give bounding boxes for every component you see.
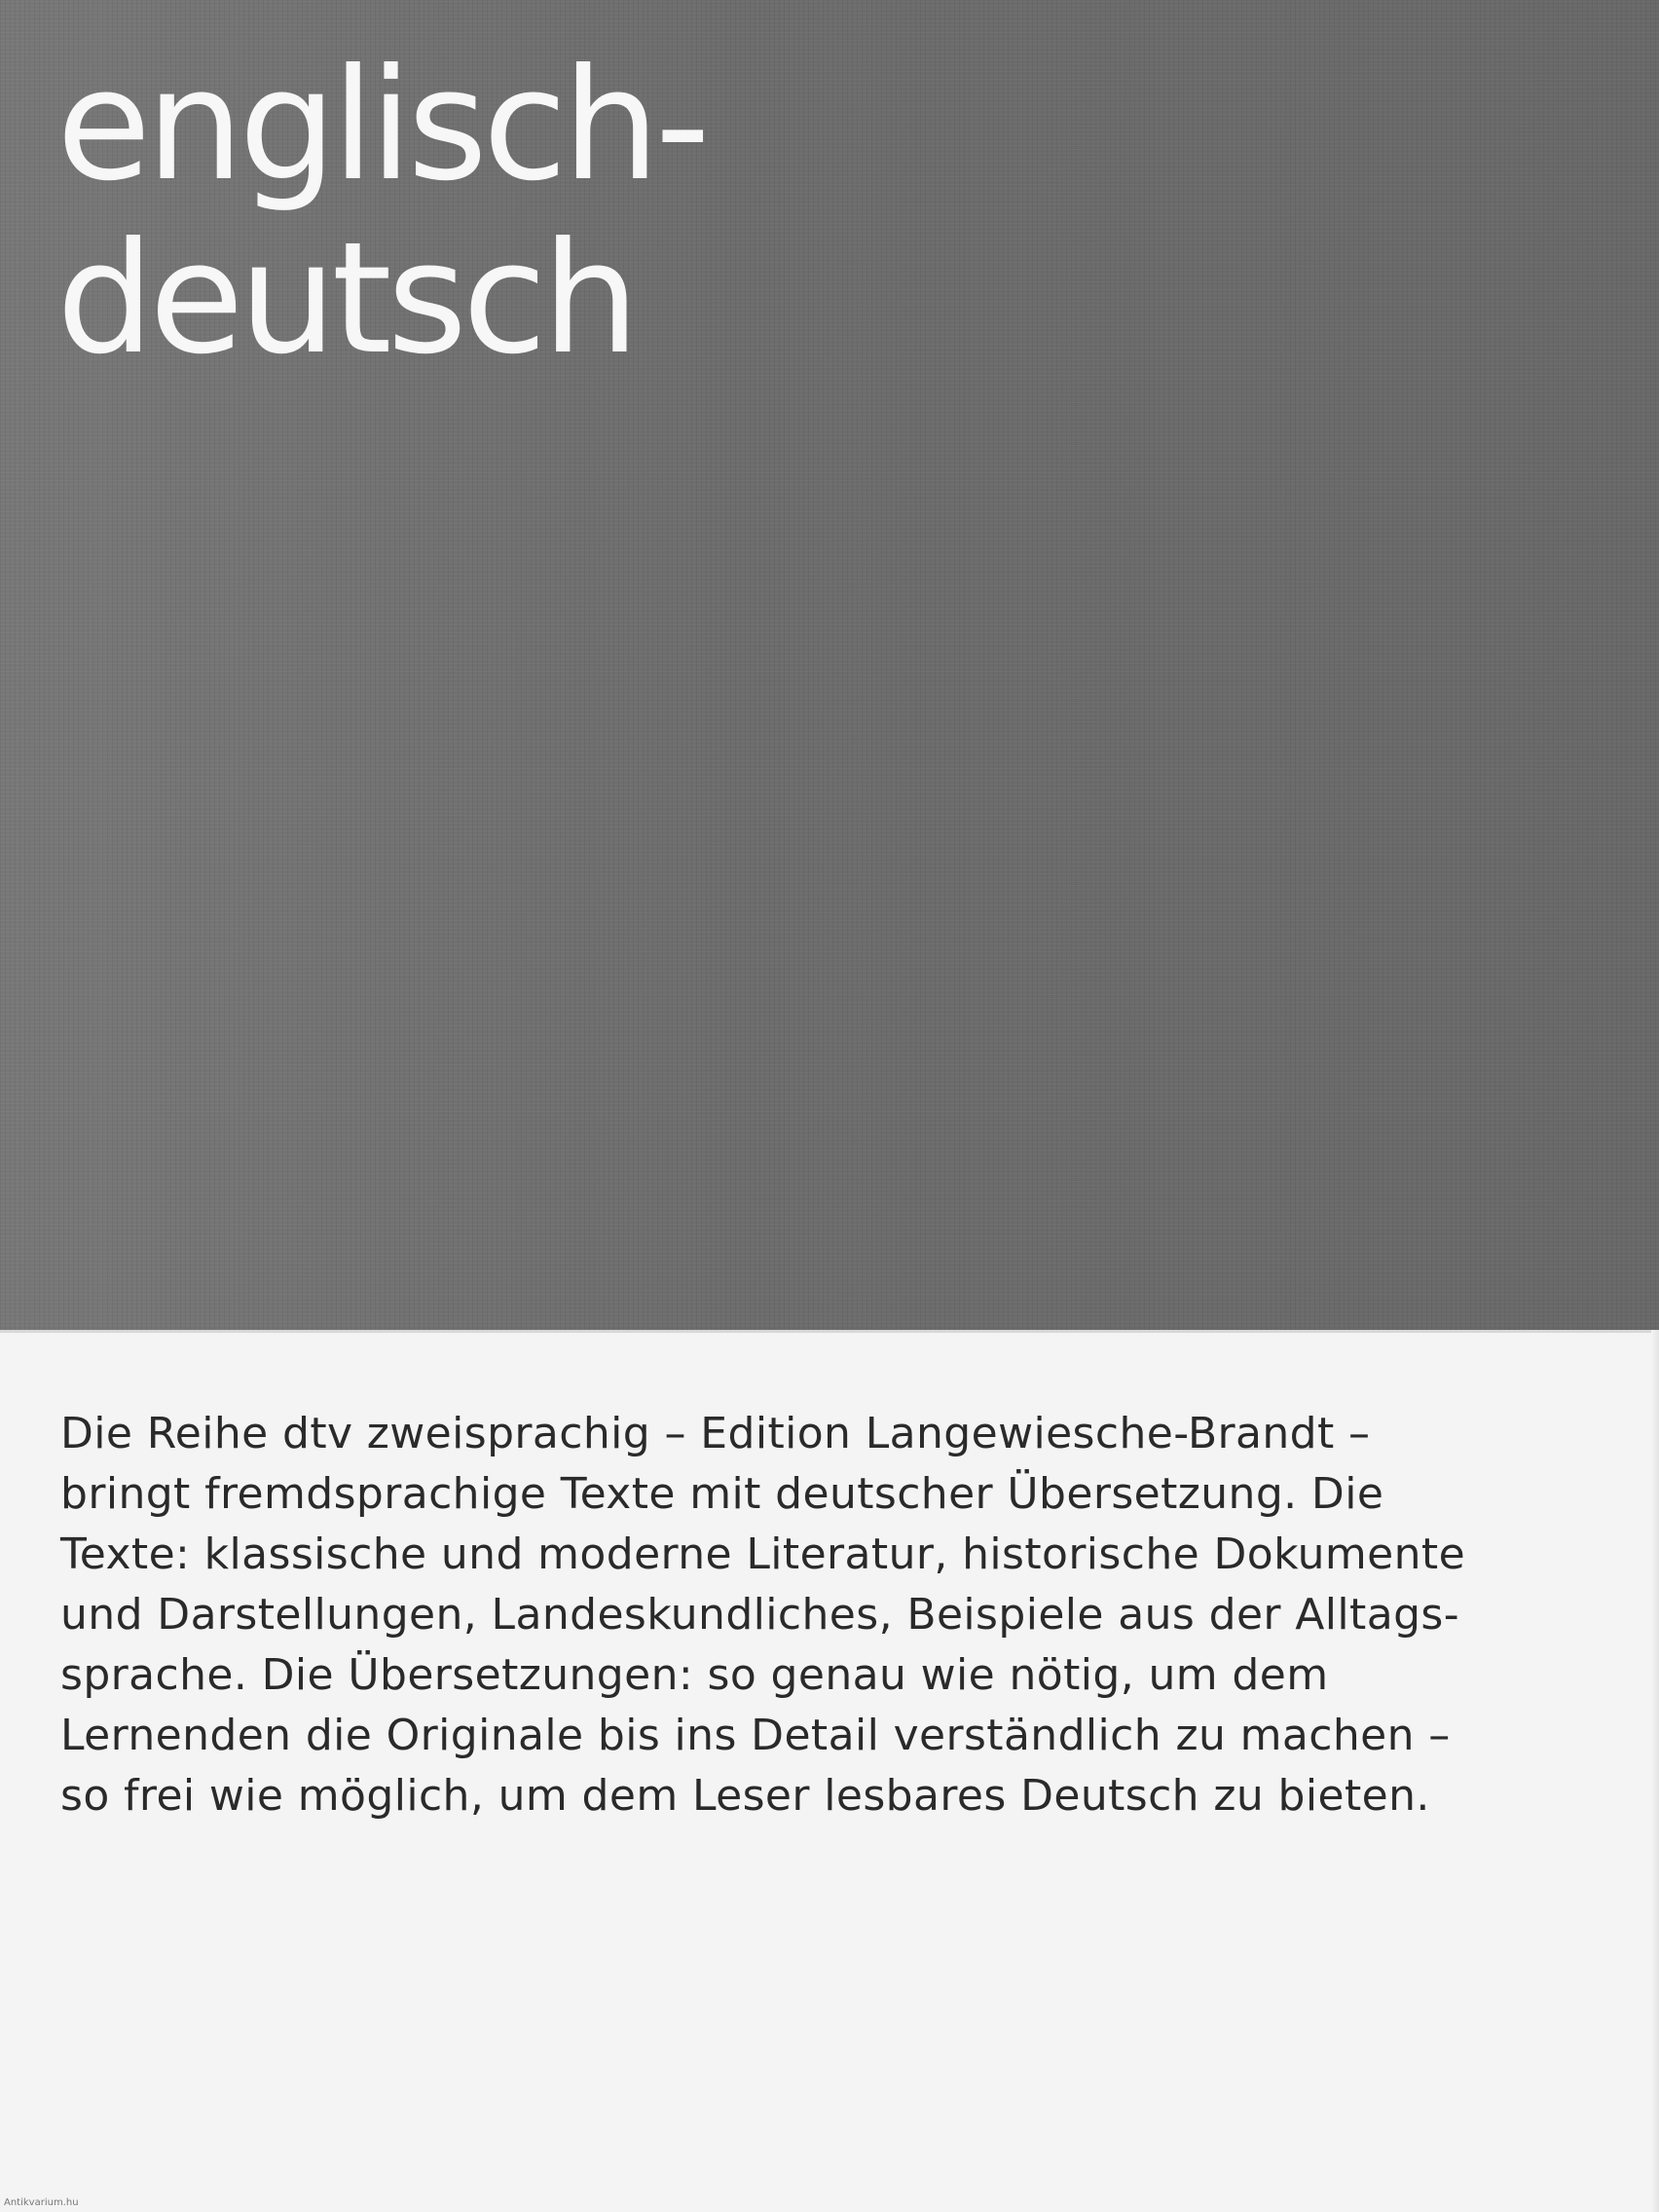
panel-divider	[0, 1330, 1659, 1333]
blurb-line: Die Reihe dtv zweisprachig – Edition Langewiesche-Brandt –	[60, 1409, 1371, 1458]
blurb-line: und Darstellungen, Landeskundliches, Beispiele aus der Alltags-	[60, 1590, 1460, 1640]
blurb-line: sprache. Die Übersetzungen: so genau wie nötig, um dem	[60, 1650, 1329, 1700]
page-edge-shadow	[1651, 1330, 1659, 2212]
blurb-line: Lernenden die Originale bis ins Detail verständlich zu machen –	[60, 1711, 1451, 1760]
cover-title	[56, 36, 706, 388]
title-line-1: englisch-	[56, 36, 706, 215]
blurb-line: bringt fremdsprachige Texte mit deutscher Übersetzung. Die	[60, 1469, 1384, 1519]
blurb-line: Texte: klassische und moderne Literatur, historische Dokumente	[60, 1530, 1466, 1579]
watermark: Antikvarium.hu	[4, 2197, 79, 2208]
series-description	[60, 1404, 1618, 1826]
blurb-line: so frei wie möglich, um dem Leser lesbares Deutsch zu bieten.	[60, 1771, 1430, 1821]
title-line-2: deutsch	[56, 209, 635, 388]
